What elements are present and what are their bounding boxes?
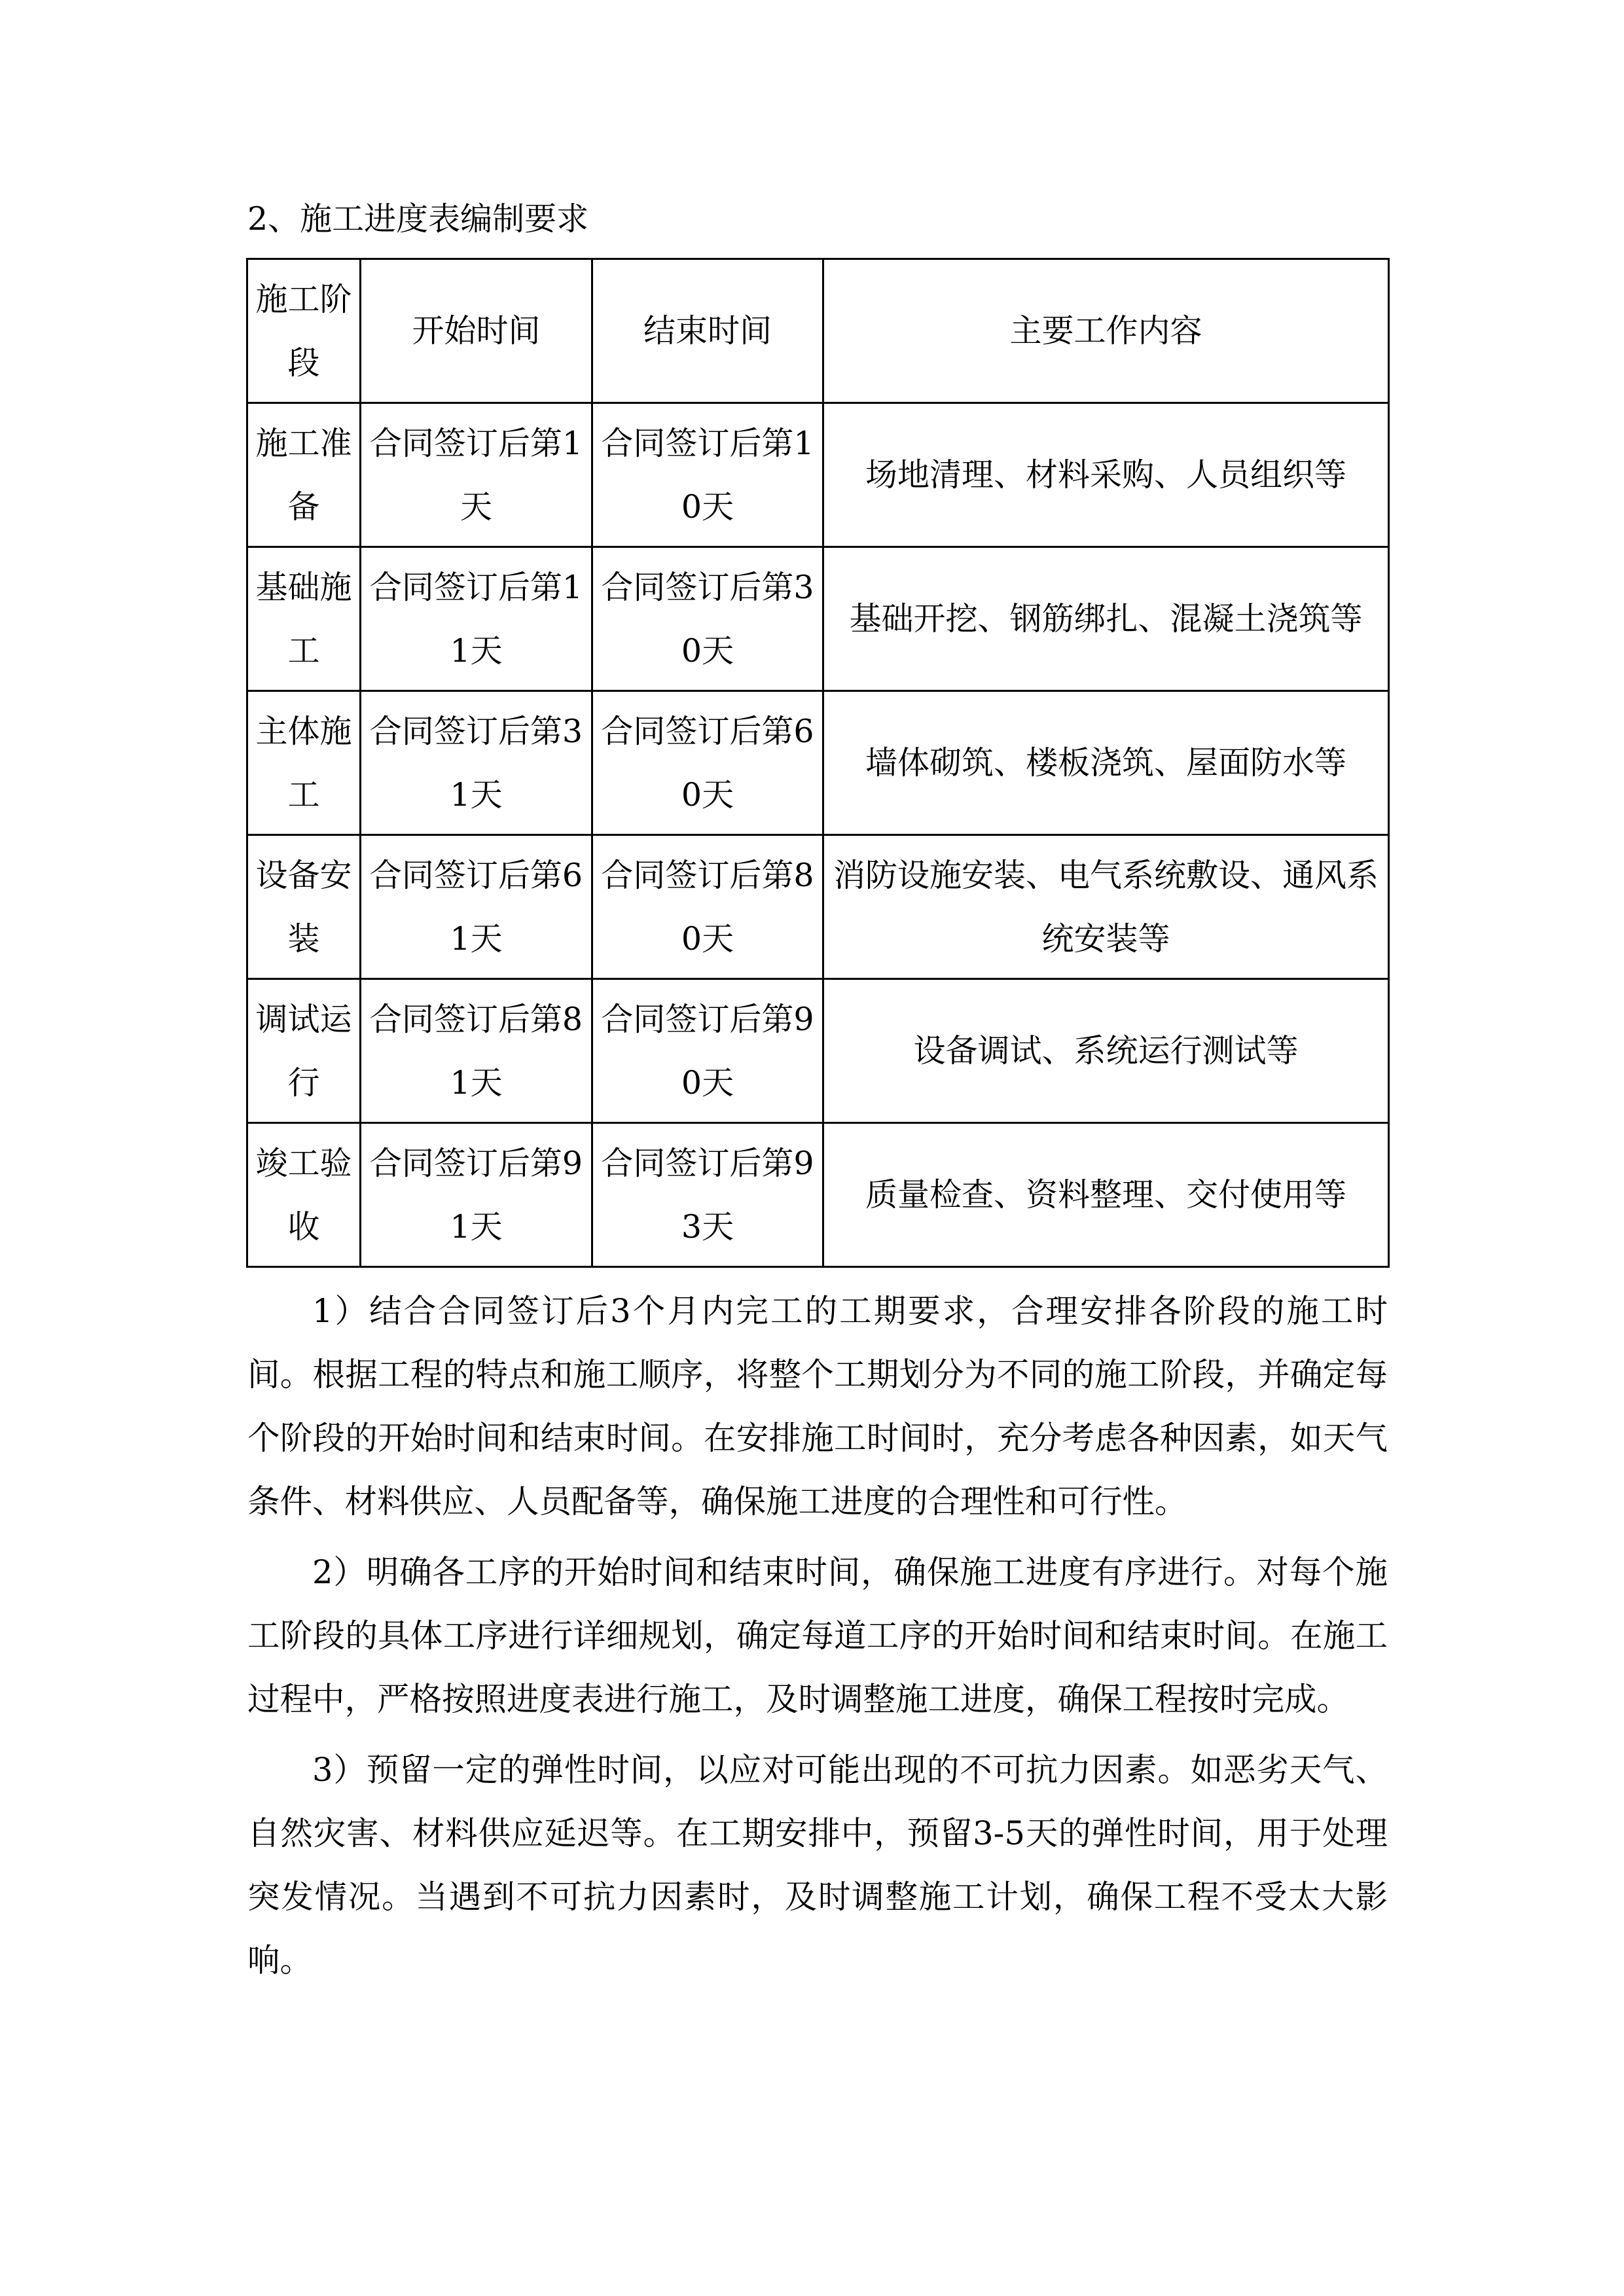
start-cell: 合同签订后第81天 [361,979,592,1123]
end-cell: 合同签订后第93天 [592,1123,823,1267]
content-cell: 场地清理、材料采购、人员组织等 [823,403,1389,547]
header-content: 主要工作内容 [823,259,1389,403]
stage-cell: 主体施工 [247,691,361,835]
header-stage: 施工阶段 [247,259,361,403]
header-end: 结束时间 [592,259,823,403]
table-header-row [247,259,1389,403]
start-cell: 合同签订后第61天 [361,835,592,979]
start-cell: 合同签订后第31天 [361,691,592,835]
content-cell: 墙体砌筑、楼板浇筑、屋面防水等 [823,691,1389,835]
header-start: 开始时间 [361,259,592,403]
end-cell: 合同签订后第10天 [592,403,823,547]
start-cell: 合同签订后第91天 [361,1123,592,1267]
paragraph: 2）明确各工序的开始时间和结束时间，确保施工进度有序进行。对每个施工阶段的具体工序进行详细规划，确定每道工序的开始时间和结束时间。在施工过程中，严格按照进度表进行施工，及时调整施工进度，确保工程按时完成。 [247,1553,1388,1718]
stage-cell: 基础施工 [247,547,361,691]
stage-cell: 竣工验收 [247,1123,361,1267]
stage-cell: 设备安装 [247,835,361,979]
end-cell: 合同签订后第60天 [592,691,823,835]
end-cell: 合同签订后第90天 [592,979,823,1123]
content-cell: 质量检查、资料整理、交付使用等 [823,1123,1389,1267]
table-row [247,691,1389,835]
content-cell: 设备调试、系统运行测试等 [823,979,1389,1123]
start-cell: 合同签订后第11天 [361,547,592,691]
body-text [247,1280,1388,2000]
start-cell: 合同签订后第1天 [361,403,592,547]
table-row [247,1123,1389,1267]
table-row [247,547,1389,691]
paragraph: 3）预留一定的弹性时间，以应对可能出现的不可抗力因素。如恶劣天气、自然灾害、材料供应延迟等。在工期安排中，预留3-5天的弹性时间，用于处理突发情况。当遇到不可抗力因素时，及时调整施工计划，确保工程不受太大影响。 [247,1751,1388,1979]
end-cell: 合同签订后第30天 [592,547,823,691]
table-row [247,403,1389,547]
section-title: 2、施工进度表编制要求 [247,200,589,238]
stage-cell: 调试运行 [247,979,361,1123]
table-row [247,835,1389,979]
paragraph: 1）结合合同签订后3个月内完工的工期要求，合理安排各阶段的施工时间。根据工程的特点和施工顺序，将整个工期划分为不同的施工阶段，并确定每个阶段的开始时间和结束时间。在安排施工时间时，充分考虑各种因素，如天气条件、材料供应、人员配备等，确保施工进度的合理性和可行性。 [247,1292,1388,1520]
content-cell: 消防设施安装、电气系统敷设、通风系统安装等 [823,835,1389,979]
schedule-table [246,258,1390,1268]
content-cell: 基础开挖、钢筋绑扎、混凝土浇筑等 [823,547,1389,691]
stage-cell: 施工准备 [247,403,361,547]
end-cell: 合同签订后第80天 [592,835,823,979]
table-row [247,979,1389,1123]
